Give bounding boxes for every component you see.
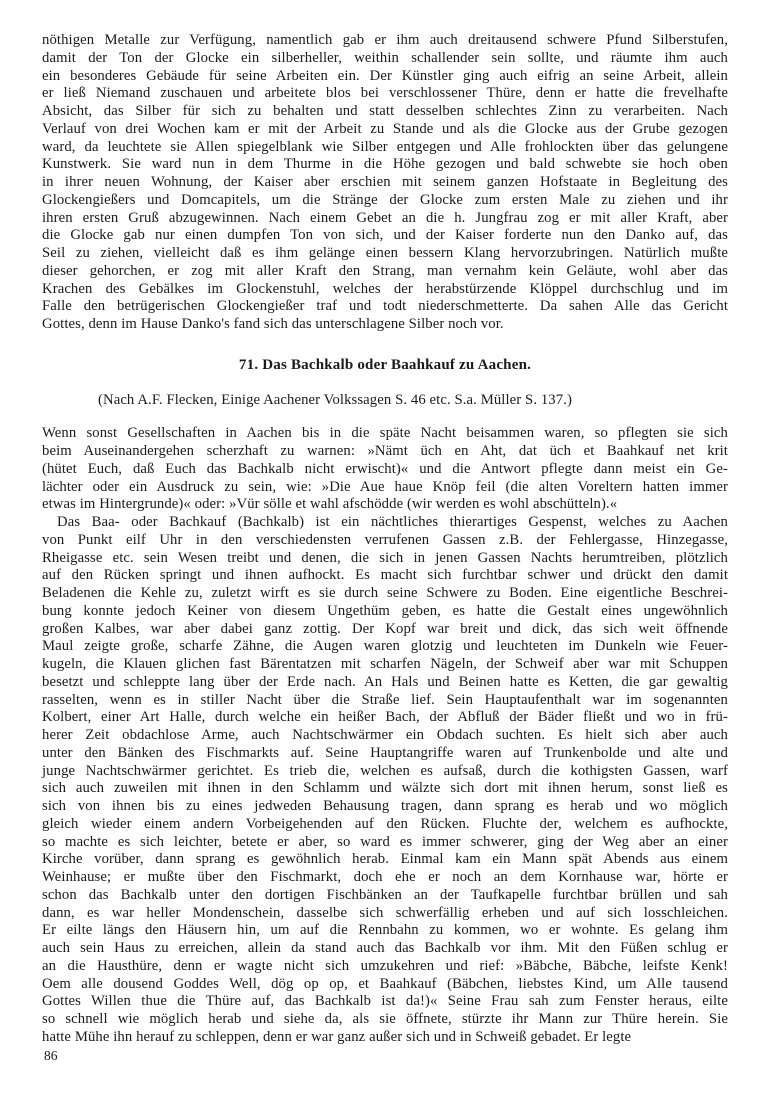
text-line: ward, da leuchtete sie Allen spiegelblank wie Silber entgegen und Alle frohlockten über das gelungene <box>42 138 728 155</box>
text-line: Maul zeigte große, scharfe Zähne, die Augen waren glotzig und leuchteten im Dunkeln wie Feuer- <box>42 638 728 655</box>
source-citation: (Nach A.F. Flecken, Einige Aachener Volkssagen S. 46 etc. S.a. Müller S. 137.) <box>98 391 572 408</box>
text-line: (hütet Euch, daß Euch das Bachkalb nicht erwischt)« und die Antwort pflegte dann meist ein Ge- <box>42 460 728 477</box>
text-line: ein besonderes Gebäude für seine Arbeiten ein. Der Künstler ging auch eifrig an seine Arbeit, allein <box>42 67 728 84</box>
page-number: 86 <box>44 1048 58 1063</box>
text-line: Kolbert, einer Art Halle, durch welche ein heißer Bach, der Abfluß der Bäder fließt und wo in frü- <box>42 709 728 726</box>
text-line: Rheigasse etc. sein Wesen treibt und denen, die sich in jenen Gassen Nachts herumtreiben, plötzlich <box>42 549 728 566</box>
text-line: gleich wieder einem andern Vorbeigehenden auf den Rücken. Fluchte der, welchem es aufhockte, <box>42 815 728 832</box>
text-line: unter den Bänken des Fischmarkts auf. Seine Hauptangriffe waren auf Trunkenbolde und alte und <box>42 744 728 761</box>
paragraph-warning-sayings <box>42 425 728 514</box>
text-line: sich auch zuweilen mit ihnen in den Schlamm und wälzte sich dort mit ihnen herum, sonst ließ es <box>42 780 728 797</box>
text-line: etwas im Hintergrunde)« oder: »Vür sölle et wahl afschödde (wir werden es wohl abschütteln).« <box>42 496 618 513</box>
text-line: schon das Bachkalb unter den dortigen Fischbänken an der Taufkapelle furchtbar brüllen und sah <box>42 886 728 903</box>
text-line: in ihrer neuen Wohnung, der Kaiser aber erschien mit seinem ganzen Hofstaate in Begleitung des <box>42 174 728 190</box>
text-line: herer Zeit obdachlose Arme, auch Nachtschwärmer ein Obdach suchten. Es hielt sich aber auch <box>42 727 728 743</box>
paragraph-silver-bell-legend <box>42 32 728 334</box>
text-line: nöthigen Metalle zur Verfügung, namentlich gab er ihm auch dreitausend schwere Pfund Silberstufen, <box>42 32 728 48</box>
text-line: Gottes, denn im Hause Danko's fand sich das unterschlagene Silber noch vor. <box>42 316 504 332</box>
text-line: so schnell wie möglich herab und siehe da, als sie öffnete, stürzte ihr Mann zur Thüre herein. Sie <box>42 1011 728 1027</box>
text-line: dann, es war heller Mondenschein, dasselbe sich schwerfällig erheben und auf sich losschleichen. <box>42 904 728 921</box>
text-line: damit der Ton der Glocke ein silberheller, weithin schallender sein sollte, und räumte ihm auch <box>42 49 728 66</box>
chapter-heading: 71. Das Bachkalb oder Baahkauf zu Aachen. <box>238 356 532 373</box>
text-line: auf den Rücken springt und ihnen aufhockt. Es macht sich furchtbar schwer und drückt den damit <box>42 567 728 584</box>
text-line: ihren ersten Gruß abzugewinnen. Nach einem Gebet an die h. Jungfrau zog er mit aller Kraft, aber <box>42 209 728 226</box>
text-line: besetzt und schleppte lang über der Erde nach. An Hals und Beinen hatte es Ketten, die gar gewaltig <box>42 673 728 690</box>
text-line: Das Baa- oder Bachkauf (Bachkalb) ist ein nächtliches thierartiges Gespenst, welches zu Aachen <box>57 514 728 530</box>
text-line: sich von ihnen bis zu eines jedweden Behausung tragen, dann sprang es herab und wo möglich <box>42 798 728 814</box>
text-line: beim Auseinandergehen scherzhaft zu warnen: »Nämt üch en Aht, dat üch et Baahkauf net krit <box>42 443 728 459</box>
text-line: Gottes Willen thue die Thüre auf, das Bachkalb ist da!)« Seine Frau sah zum Fenster heraus, eilte <box>42 993 728 1010</box>
text-line: kugeln, die Klauen glichen fast Bärentatzen mit scharfen Nägeln, der Schweif aber war mit Schuppen <box>42 656 728 672</box>
text-line: Wenn sonst Gesellschaften in Aachen bis in die späte Nacht beisammen waren, so pflegten sie sich <box>42 425 728 442</box>
text-line: lächter oder ein Ausdruck zu sein, wie: »Die Aue haue Knöp feil (die alten Voreltern hatten immer <box>42 478 728 495</box>
text-line: Seil zu ziehen, vielleicht daß es ihm gelänge einen bessern Klang hervorzubringen. Natürlich mußte <box>42 245 728 261</box>
text-line: Glockengießers und Domcapitels, um die Stränge der Glocke zum ersten Male zu ziehen und ihr <box>42 191 728 208</box>
text-line: großen Kalbes, war aber dabei ganz zottig. Der Kopf war breit und dick, das sich weit öffnende <box>42 620 728 637</box>
text-line: Absicht, das Silber für sich zu behalten und statt desselben schlechtes Zinn zu verarbeiten. Nach <box>42 103 728 119</box>
text-line: Falle den betrügerischen Glockengießer traf und todt niederschmetterte. Da sahen Alle das Gericht <box>42 298 728 315</box>
text-line: Kirche vorüber, dann sprang es gewöhnlich herab. Einmal kam ein Mann spät Abends aus einem <box>42 851 728 868</box>
text-line: Krachen des Gebälkes im Glockenstuhl, welches der herabstürzende Klöppel durchschlug und im <box>42 280 728 297</box>
text-line: junge Nachtschwärmer gerichtet. Es trieb die, welchen es aufsaß, durch die kothigsten Gassen, warf <box>42 762 728 779</box>
text-line: rasselten, wenn es in stiller Nacht über die Straße lief. Sein Hauptaufenthalt war im sogenannten <box>42 691 728 708</box>
text-line: bung konnte jedoch Keiner von diesem Ungethüm geben, es hatte die Gestalt eines ungewöhnlich <box>42 602 728 619</box>
text-line: auch sein Haus zu erreichen, allein da stand auch das Bachkalb vor ihm. Mit den Füßen schlug er <box>42 940 728 956</box>
text-line: Kunstwerk. Sie ward nun in dem Thurme in die Höhe gezogen und bald schwebte sie hoch oben <box>42 156 728 173</box>
text-line: die Glocke gab nur einen dumpfen Ton von sich, und der Kaiser forderte nun den Danko auf, das <box>42 227 728 244</box>
text-line: hatte Mühe ihn herauf zu schleppen, denn er war ganz außer sich und in Schweiß gebadet. Er legte <box>42 1028 632 1045</box>
text-line: dieser gehorchen, er zog mit aller Kraft den Strang, man vernahm kein Geläute, wohl aber das <box>42 262 728 279</box>
text-line: er ließ Niemand zuschauen und arbeitete blos bei verschlossener Thüre, denn er hatte die frevelhafte <box>42 85 728 102</box>
paragraph-bachkalb-description <box>42 514 728 1047</box>
text-line: Er eilte längs den Häusern hin, um auf die Rennbahn zu kommen, wo er wohnte. Es gelang ihm <box>42 922 728 939</box>
text-line: Beladenen die Kehle zu, zuletzt wirft es sie durch seine Schwere zu Boden. Eine eigentliche Beschrei- <box>42 585 728 601</box>
text-line: von Punkt eilf Uhr in den verschiedensten verrufenen Gassen z.B. der Fehlergasse, Hinzegasse, <box>42 531 728 548</box>
text-line: an die Hausthüre, denn er wagte nicht sich umzukehren und rief: »Bäbche, Bäbche, leifste Kenk! <box>42 957 728 974</box>
text-column <box>42 32 728 1047</box>
text-line: so machte es sich leichter, betete er aber, so ward es immer schwerer, ging der Weg aber an einer <box>42 833 728 850</box>
text-line: Weinhause; er mußte über den Fischmarkt, doch ehe er noch an dem Kornhause war, hörte er <box>42 869 728 885</box>
text-line: Oem alle dousend Goddes Well, dög op op, et Baahkauf (Bäbchen, liebstes Kind, um Alle tausend <box>42 975 728 992</box>
text-line: Verlauf von drei Wochen kam er mit der Arbeit zu Stande und als die Glocke aus der Grube gezogen <box>42 120 728 137</box>
